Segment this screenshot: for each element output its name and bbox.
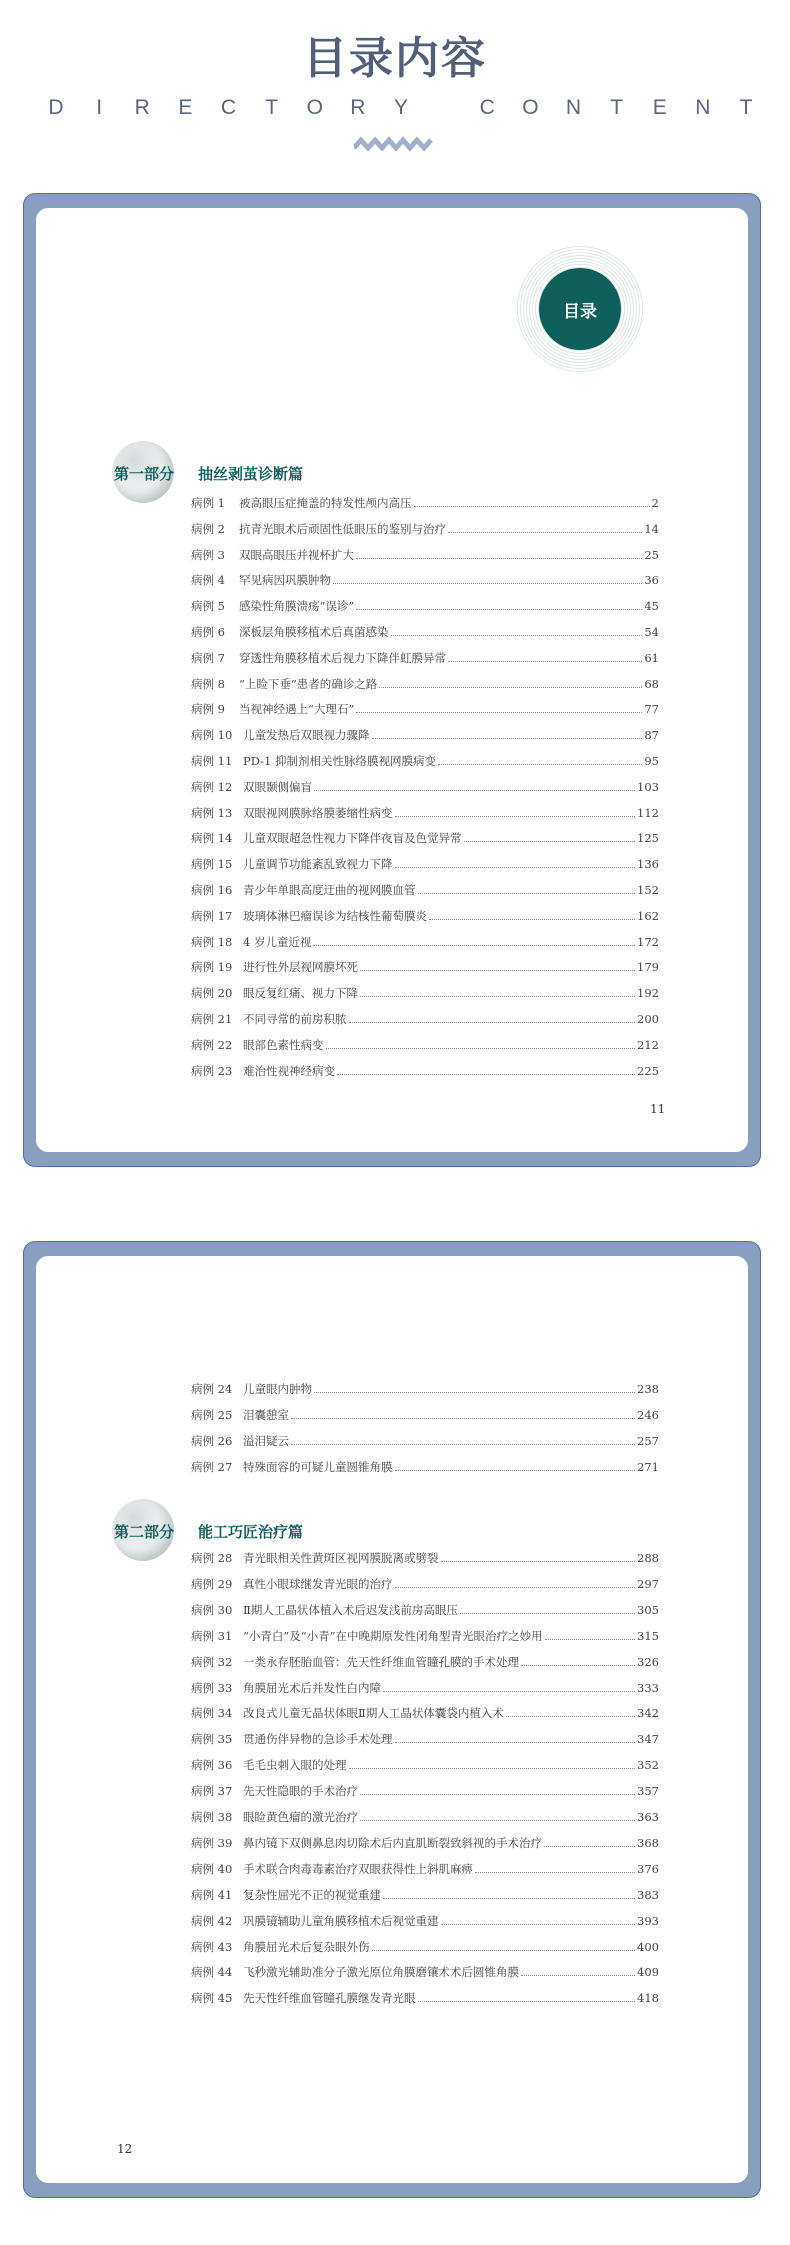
toc-entry[interactable] [191, 1011, 659, 1029]
case-label: 病例 39 [191, 1835, 233, 1850]
zigzag-divider-icon [354, 136, 434, 152]
toc-entry[interactable] [191, 1063, 659, 1081]
case-page: 172 [637, 934, 659, 949]
toc-entry[interactable] [191, 1459, 659, 1477]
case-page: 383 [637, 1887, 659, 1902]
case-label: 病例 22 [191, 1037, 233, 1052]
case-title: 改良式儿童无晶状体眼Ⅱ期人工晶状体囊袋内植入术 [243, 1706, 504, 1721]
part-number: 第一部分 [114, 465, 175, 483]
case-page: 192 [637, 986, 659, 1001]
toc-entry[interactable] [191, 1433, 659, 1451]
case-label: 病例 32 [191, 1654, 233, 1669]
case-label: 病例 6 [191, 625, 225, 639]
toc-entry[interactable] [191, 985, 659, 1003]
leader-dots [360, 1812, 635, 1821]
leader-dots [349, 1760, 636, 1769]
leader-dots [337, 1066, 635, 1075]
case-title: 儿童发热后双眼视力骤降 [243, 728, 370, 743]
subtitle-letter: R [134, 96, 150, 119]
leader-dots [521, 1967, 635, 1976]
case-page: 54 [644, 625, 659, 639]
case-label: 病例 13 [191, 805, 233, 820]
case-label: 病例 35 [191, 1732, 233, 1747]
case-page: 418 [637, 1991, 659, 2006]
case-label: 病例 25 [191, 1407, 233, 1422]
leader-dots [360, 1786, 635, 1795]
case-label: 病例 20 [191, 986, 233, 1001]
case-title: 真性小眼球继发青光眼的治疗 [243, 1576, 393, 1591]
case-label: 病例 31 [191, 1628, 233, 1643]
toc-entry[interactable] [191, 1576, 659, 1594]
case-title: 双眼颞侧偏盲 [243, 779, 312, 794]
leader-dots [291, 1436, 635, 1445]
case-label: 病例 8 [191, 676, 225, 691]
case-page: 238 [637, 1382, 659, 1396]
leader-dots [314, 782, 635, 791]
leader-dots [360, 962, 635, 971]
case-page: 271 [637, 1459, 659, 1474]
case-page: 409 [637, 1965, 659, 1980]
leader-dots [383, 1683, 635, 1692]
page-number: 12 [117, 2142, 133, 2156]
toc-entry[interactable] [191, 1835, 659, 1853]
case-page: 14 [644, 521, 659, 536]
case-page: 342 [637, 1706, 659, 1721]
subtitle-letter: D [48, 96, 64, 119]
leader-dots [441, 1553, 636, 1562]
case-page: 333 [637, 1680, 659, 1695]
case-label: 病例 18 [191, 934, 233, 949]
leader-dots [372, 730, 643, 739]
case-page: 162 [637, 908, 659, 923]
case-page: 95 [644, 754, 659, 768]
case-title: 眼睑黄色瘤的激光治疗 [243, 1810, 358, 1824]
case-title: 角膜屈光术后复杂眼外伤 [243, 1939, 370, 1954]
toc-entry[interactable] [191, 805, 659, 823]
toc-entry[interactable] [191, 959, 659, 977]
case-title: 难治性视神经病变 [243, 1063, 335, 1078]
leader-dots [383, 1890, 635, 1899]
case-title: 贯通伤伴异物的急诊手术处理 [243, 1732, 393, 1747]
case-label: 病例 30 [191, 1602, 233, 1617]
leader-dots [506, 1708, 635, 1717]
case-label: 病例 43 [191, 1939, 233, 1954]
toc-entry[interactable] [191, 779, 659, 797]
case-label: 病例 29 [191, 1576, 233, 1591]
case-title: 双眼视网膜脉络膜萎缩性病变 [243, 805, 393, 820]
case-label: 病例 7 [191, 650, 225, 665]
leader-dots [460, 1605, 635, 1614]
leader-dots [356, 704, 642, 713]
toc-entry[interactable] [191, 1705, 659, 1723]
case-page: 125 [637, 831, 659, 846]
case-label: 病例 9 [191, 702, 225, 717]
case-label: 病例 24 [191, 1382, 233, 1396]
case-title: PD-1 抑制剂相关性脉络膜视网膜病变 [243, 754, 437, 768]
leader-dots [291, 1410, 635, 1419]
case-label: 病例 34 [191, 1706, 233, 1721]
toc-entry[interactable] [191, 1964, 659, 1982]
page-subtitle [46, 96, 756, 120]
leader-dots [448, 653, 642, 662]
toc-entry[interactable] [191, 495, 659, 513]
leader-dots [475, 1864, 635, 1873]
toc-entry[interactable] [191, 1550, 659, 1568]
case-page: 368 [637, 1835, 659, 1850]
subtitle-letter: N [695, 96, 711, 119]
leader-dots [395, 1734, 636, 1743]
toc-entry[interactable] [191, 753, 659, 771]
page-title: 目录内容 [303, 33, 487, 84]
toc-entry[interactable] [191, 1757, 659, 1775]
toc-entry[interactable] [191, 1887, 659, 1905]
case-page: 305 [637, 1602, 659, 1617]
toc-entry[interactable] [191, 1381, 659, 1399]
case-title: 眼反复红痛、视力下降 [243, 986, 358, 1001]
case-title: 角膜屈光术后并发性白内障 [243, 1680, 381, 1695]
subtitle-letter: O [522, 96, 539, 119]
leader-dots [395, 808, 636, 817]
toc-entry[interactable] [191, 521, 659, 539]
toc-entry[interactable] [191, 1913, 659, 1931]
toc-entry[interactable] [191, 934, 659, 952]
case-page: 103 [637, 779, 659, 794]
leader-dots [414, 498, 650, 507]
case-title: 一类永存胚胎血管：先天性纤维血管瞳孔膜的手术处理 [243, 1654, 519, 1669]
case-title: 穿透性角膜移植术后视力下降伴虹膜异常 [239, 650, 446, 665]
case-page: 393 [637, 1913, 659, 1928]
toc-entry[interactable] [191, 1680, 659, 1698]
case-label: 病例 38 [191, 1810, 233, 1824]
case-page: 45 [644, 599, 659, 614]
subtitle-letter: O [306, 96, 323, 119]
toc-entry[interactable] [191, 650, 659, 668]
leader-dots [313, 937, 635, 946]
case-page: 246 [637, 1407, 659, 1422]
case-title: 儿童调节功能紊乱致视力下降 [243, 857, 393, 872]
case-title: 手术联合肉毒毒素治疗双眼获得性上斜肌麻痹 [243, 1861, 473, 1876]
case-title: 先天性隐眼的手术治疗 [243, 1784, 358, 1799]
toc-entry[interactable] [191, 1602, 659, 1620]
case-page: 179 [637, 960, 659, 975]
case-label: 病例 1 [191, 496, 225, 510]
case-title: 抗青光眼术后顽固性低眼压的鉴别与治疗 [239, 521, 446, 536]
leader-dots [464, 833, 636, 842]
subtitle-letter: N [565, 96, 582, 119]
case-label: 病例 17 [191, 908, 233, 923]
leader-dots [391, 627, 643, 636]
case-title: “上睑下垂”患者的确诊之路 [239, 676, 378, 691]
page-number: 11 [650, 1102, 666, 1116]
case-title: 感染性角膜溃疡“误诊” [239, 599, 355, 614]
leader-dots [395, 859, 636, 868]
case-page: 77 [644, 702, 659, 717]
part-name: 能工巧匠治疗篇 [198, 1523, 304, 1541]
leader-dots [372, 1942, 636, 1951]
case-page: 152 [637, 883, 659, 897]
toc-entry[interactable] [191, 908, 659, 926]
subtitle-letter: E [652, 96, 667, 119]
subtitle-letter [434, 96, 454, 120]
case-page: 136 [637, 857, 659, 872]
toc-entry[interactable] [191, 1654, 659, 1672]
case-page: 347 [637, 1732, 659, 1747]
case-page: 25 [644, 547, 659, 562]
case-label: 病例 37 [191, 1784, 233, 1799]
case-page: 112 [637, 805, 659, 820]
leader-dots [521, 1657, 635, 1666]
case-page: 87 [644, 728, 659, 743]
case-page: 376 [637, 1861, 659, 1876]
case-label: 病例 12 [191, 779, 233, 794]
case-label: 病例 14 [191, 831, 233, 846]
subtitle-letter: T [265, 96, 279, 119]
case-label: 病例 10 [191, 728, 233, 743]
case-page: 315 [637, 1628, 659, 1643]
case-label: 病例 15 [191, 857, 233, 872]
case-page: 326 [637, 1654, 659, 1669]
leader-dots [326, 1040, 636, 1049]
case-label: 病例 19 [191, 960, 233, 975]
leader-dots [544, 1838, 635, 1847]
subtitle-letter: C [479, 96, 495, 119]
case-label: 病例 33 [191, 1680, 233, 1695]
case-label: 病例 26 [191, 1433, 233, 1448]
case-title: “小青白”及“小青”在中晚期原发性闭角型青光眼治疗之妙用 [243, 1628, 543, 1643]
case-title: 眼部色素性病变 [243, 1037, 324, 1052]
part-number: 第二部分 [114, 1523, 175, 1541]
subtitle-letter: E [178, 96, 193, 119]
case-label: 病例 5 [191, 599, 225, 614]
case-label: 病例 16 [191, 883, 233, 897]
case-title: 4 岁儿童近视 [243, 934, 312, 949]
case-page: 352 [637, 1758, 659, 1773]
case-label: 病例 27 [191, 1459, 233, 1474]
case-title: 被高眼压症掩盖的特发性颅内高压 [239, 496, 412, 510]
toc-entry[interactable] [191, 727, 659, 745]
case-page: 212 [637, 1037, 659, 1052]
case-title: 青少年单眼高度迂曲的视网膜血管 [243, 883, 416, 897]
leader-dots [441, 1916, 636, 1925]
case-page: 288 [637, 1551, 659, 1565]
leader-dots [429, 911, 635, 920]
toc-entry[interactable] [191, 676, 659, 694]
contents-badge-label: 目录 [539, 268, 621, 350]
leader-dots [360, 988, 635, 997]
subtitle-letter: I [96, 96, 103, 119]
case-page: 225 [637, 1063, 659, 1078]
case-page: 400 [637, 1939, 659, 1954]
case-page: 200 [637, 1012, 659, 1026]
subtitle-letter: T [739, 96, 753, 119]
case-title: 特殊面容的可疑儿童圆锥角膜 [243, 1459, 393, 1474]
contents-badge [515, 244, 645, 374]
leader-dots [395, 1462, 636, 1471]
case-title: 复杂性屈光不正的视觉重建 [243, 1887, 381, 1902]
case-label: 病例 45 [191, 1991, 233, 2006]
leader-dots [418, 1993, 636, 2002]
toc-entry[interactable] [191, 547, 659, 565]
toc-entry[interactable] [191, 1990, 659, 2008]
case-title: 青光眼相关性黄斑区视网膜脱离或劈裂 [243, 1551, 439, 1565]
case-title: 泪囊憩室 [243, 1407, 289, 1422]
case-title: 双眼高眼压并视杯扩大 [239, 547, 354, 562]
case-label: 病例 41 [191, 1887, 233, 1902]
toc-entry[interactable] [191, 1783, 659, 1801]
subtitle-letter: C [220, 96, 237, 119]
leader-dots [356, 550, 642, 559]
case-label: 病例 23 [191, 1063, 233, 1078]
toc-entry[interactable] [191, 1809, 659, 1827]
case-page: 363 [637, 1810, 659, 1824]
leader-dots [438, 756, 642, 765]
part-name: 抽丝剥茧诊断篇 [198, 465, 304, 483]
case-title: 玻璃体淋巴瘤误诊为结核性葡萄膜炎 [243, 908, 427, 923]
case-label: 病例 40 [191, 1861, 233, 1876]
leader-dots [349, 1014, 636, 1023]
case-page: 297 [637, 1576, 659, 1591]
case-label: 病例 42 [191, 1913, 233, 1928]
case-label: 病例 2 [191, 521, 225, 536]
case-title: 先天性纤维血管瞳孔膜继发青光眼 [243, 1991, 416, 2006]
case-label: 病例 11 [191, 754, 233, 768]
toc-entry[interactable] [191, 572, 659, 590]
case-title: 毛毛虫刺入眼的处理 [243, 1758, 347, 1773]
case-title: 当视神经遇上“大理石” [239, 702, 355, 717]
leader-dots [395, 1579, 636, 1588]
leader-dots [356, 601, 642, 610]
toc-entry[interactable] [191, 830, 659, 848]
case-title: 溢泪疑云 [243, 1433, 289, 1448]
case-page: 68 [644, 676, 659, 691]
toc-entry[interactable] [191, 882, 659, 900]
case-label: 病例 28 [191, 1551, 233, 1565]
toc-entry[interactable] [191, 598, 659, 616]
case-page: 2 [651, 496, 659, 510]
case-title: 鼻内镜下双侧鼻息肉切除术后内直肌断裂致斜视的手术治疗 [243, 1835, 542, 1850]
subtitle-letter: R [350, 96, 366, 119]
leader-dots [379, 679, 642, 688]
case-title: 罕见病因巩膜肿物 [239, 573, 331, 588]
case-label: 病例 36 [191, 1758, 233, 1773]
case-title: Ⅱ期人工晶状体植入术后迟发浅前房高眼压 [243, 1602, 458, 1617]
toc-entry[interactable] [191, 624, 659, 642]
case-page: 257 [637, 1433, 659, 1448]
case-title: 巩膜镜辅助儿童角膜移植术后视觉重建 [243, 1913, 439, 1928]
leader-dots [418, 885, 636, 894]
case-label: 病例 44 [191, 1965, 233, 1980]
case-title: 进行性外层视网膜坏死 [243, 960, 358, 975]
case-title: 儿童双眼超急性视力下降伴夜盲及色觉异常 [243, 831, 462, 846]
toc-entry[interactable] [191, 701, 659, 719]
case-title: 儿童眼内肿物 [243, 1382, 312, 1396]
case-label: 病例 21 [191, 1012, 233, 1026]
case-title: 不同寻常的前房积脓 [243, 1012, 347, 1026]
toc-entry[interactable] [191, 1037, 659, 1055]
case-page: 61 [644, 650, 659, 665]
leader-dots [333, 575, 642, 584]
toc-entry[interactable] [191, 856, 659, 874]
subtitle-letter: Y [393, 96, 408, 119]
case-page: 36 [644, 573, 659, 588]
leader-dots [314, 1384, 635, 1393]
case-title: 深板层角膜移植术后真菌感染 [239, 625, 389, 639]
toc-entry[interactable] [191, 1407, 659, 1425]
subtitle-letter: T [610, 96, 624, 119]
leader-dots [448, 524, 642, 533]
case-page: 357 [637, 1784, 659, 1799]
toc-entry[interactable] [191, 1731, 659, 1749]
toc-entry[interactable] [191, 1628, 659, 1646]
case-title: 飞秒激光辅助准分子激光原位角膜磨镶术术后圆锥角膜 [243, 1965, 519, 1980]
case-label: 病例 4 [191, 573, 225, 588]
case-label: 病例 3 [191, 547, 225, 562]
toc-entry[interactable] [191, 1939, 659, 1957]
leader-dots [545, 1631, 636, 1640]
toc-entry[interactable] [191, 1861, 659, 1879]
